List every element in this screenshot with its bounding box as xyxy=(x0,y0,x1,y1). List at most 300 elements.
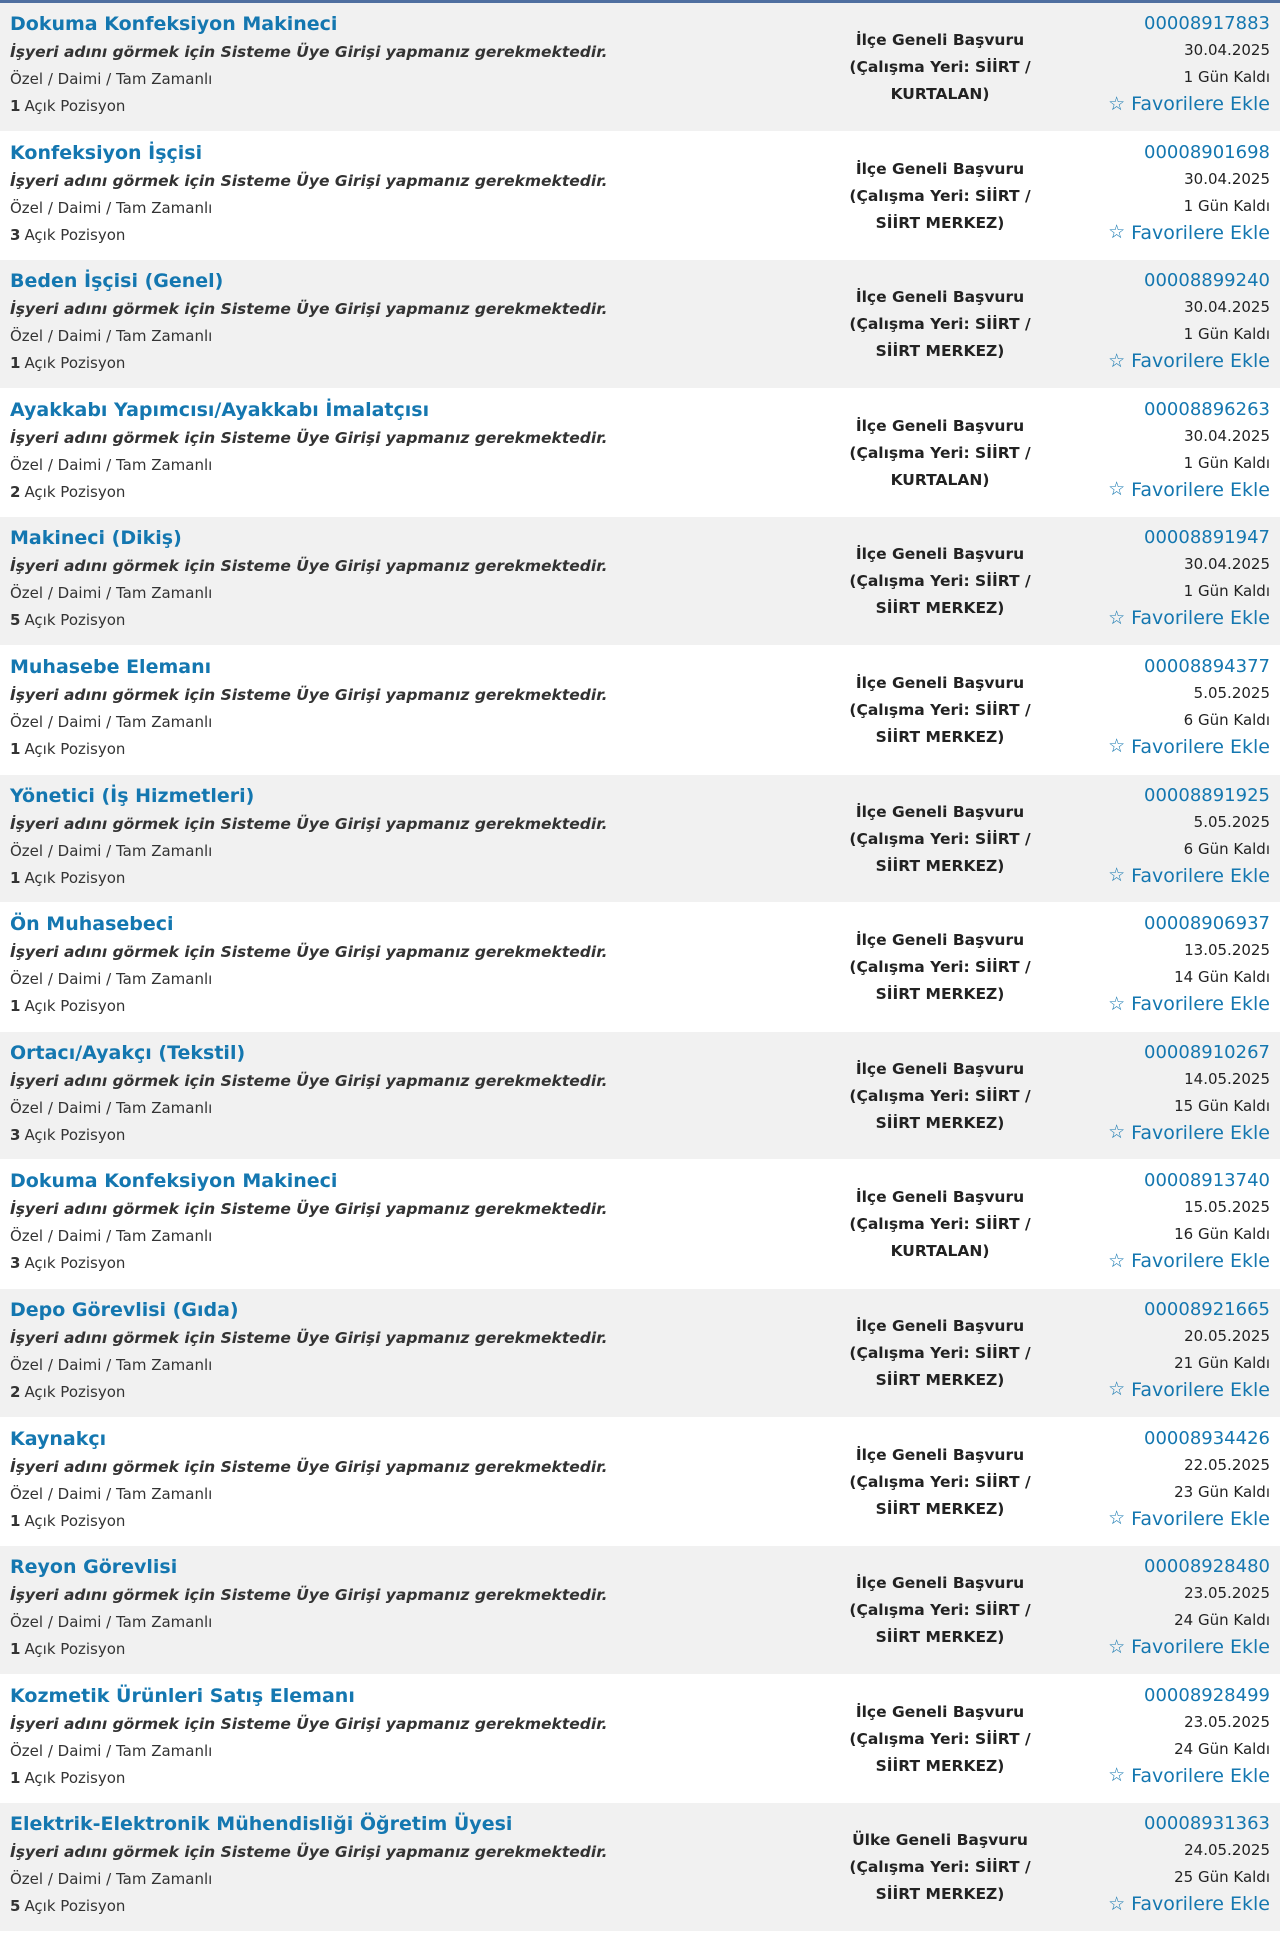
favorite-label: Favorilere Ekle xyxy=(1131,1250,1270,1273)
work-location-line2: SİİRT MERKEZ) xyxy=(875,599,1005,618)
open-positions xyxy=(10,607,830,634)
deadline-date: 24.05.2025 xyxy=(1184,1841,1270,1860)
deadline-date: 23.05.2025 xyxy=(1184,1712,1270,1731)
positions-label: Açık Pozisyon xyxy=(24,354,126,373)
work-location-line2: SİİRT MERKEZ) xyxy=(875,1113,1005,1132)
positions-label: Açık Pozisyon xyxy=(24,997,126,1016)
open-positions xyxy=(10,350,830,377)
open-positions xyxy=(10,1508,830,1535)
open-positions xyxy=(10,993,830,1020)
scope-label: İlçe Geneli Başvuru xyxy=(855,159,1025,178)
work-location-line2: SİİRT MERKEZ) xyxy=(875,1370,1005,1389)
job-meta xyxy=(1050,268,1270,374)
positions-count: 1 xyxy=(10,354,21,373)
positions-label: Açık Pozisyon xyxy=(24,611,126,630)
favorite-wrapper xyxy=(1050,220,1270,246)
employer-login-note: İşyeri adını görmek için Sisteme Üye Girişi yapmanız gerekmektedir. xyxy=(10,1200,608,1219)
work-location-line2: SİİRT MERKEZ) xyxy=(875,213,1005,232)
deadline-date: 30.04.2025 xyxy=(1184,41,1270,59)
deadline-date: 30.04.2025 xyxy=(1184,555,1270,574)
positions-label: Açık Pozisyon xyxy=(24,482,126,501)
open-positions xyxy=(10,1636,830,1663)
job-type: Özel / Daimi / Tam Zamanlı xyxy=(10,841,213,860)
deadline-date: 5.05.2025 xyxy=(1193,683,1270,702)
days-left: 21 Gün Kaldı xyxy=(1174,1353,1270,1372)
add-to-favorites-button[interactable] xyxy=(1108,1248,1270,1274)
job-number-link[interactable]: 00008913740 xyxy=(1144,1170,1270,1192)
job-number-link[interactable]: 00008891925 xyxy=(1144,784,1270,806)
employer-login-note: İşyeri adını görmek için Sisteme Üye Girişi yapmanız gerekmektedir. xyxy=(10,1457,608,1476)
job-type: Özel / Daimi / Tam Zamanlı xyxy=(10,198,213,217)
days-left: 1 Gün Kaldı xyxy=(1183,196,1270,215)
job-number-link[interactable]: 00008891947 xyxy=(1144,527,1270,549)
employer-login-note: İşyeri adını görmek için Sisteme Üye Girişi yapmanız gerekmektedir. xyxy=(10,1714,608,1733)
scope-label: İlçe Geneli Başvuru xyxy=(855,31,1025,49)
favorite-label: Favorilere Ekle xyxy=(1131,1893,1270,1916)
job-type: Özel / Daimi / Tam Zamanlı xyxy=(10,1613,213,1632)
application-scope xyxy=(820,1699,1060,1780)
work-location-line2: SİİRT MERKEZ) xyxy=(875,727,1005,746)
scope-label: İlçe Geneli Başvuru xyxy=(855,1316,1025,1335)
job-meta xyxy=(1050,397,1270,503)
job-meta xyxy=(1050,911,1270,1017)
job-main-info xyxy=(10,1683,830,1792)
job-row xyxy=(0,132,1280,261)
work-location-line1: (Çalışma Yeri: SİİRT / xyxy=(849,572,1031,591)
job-main-info xyxy=(10,1168,830,1277)
job-title-link[interactable]: Kaynakçı xyxy=(10,1427,107,1450)
add-to-favorites-button[interactable] xyxy=(1108,477,1270,503)
favorite-wrapper xyxy=(1050,477,1270,503)
positions-count: 3 xyxy=(10,225,21,244)
work-location-line2: SİİRT MERKEZ) xyxy=(875,1628,1005,1647)
positions-count: 1 xyxy=(10,997,21,1016)
job-main-info xyxy=(10,911,830,1020)
star-icon: ☆ xyxy=(1108,1892,1126,1915)
job-type: Özel / Daimi / Tam Zamanlı xyxy=(10,1870,213,1889)
favorite-wrapper xyxy=(1050,91,1270,117)
favorite-wrapper xyxy=(1050,1377,1270,1403)
job-title-link[interactable]: Muhasebe Elemanı xyxy=(10,655,212,678)
deadline-date: 30.04.2025 xyxy=(1184,169,1270,188)
work-location-line1: (Çalışma Yeri: SİİRT / xyxy=(849,1472,1031,1491)
application-scope xyxy=(820,413,1060,494)
favorite-wrapper xyxy=(1050,605,1270,631)
application-scope xyxy=(820,1184,1060,1265)
star-icon: ☆ xyxy=(1108,1378,1126,1401)
work-location-line1: (Çalışma Yeri: SİİRT / xyxy=(849,1343,1031,1362)
job-row xyxy=(0,646,1280,775)
job-row xyxy=(0,1546,1280,1675)
job-meta xyxy=(1050,1040,1270,1146)
positions-label: Açık Pozisyon xyxy=(24,1125,126,1144)
job-number-link[interactable]: 00008899240 xyxy=(1144,270,1270,292)
deadline-date: 13.05.2025 xyxy=(1184,941,1270,960)
job-number-link[interactable]: 00008906937 xyxy=(1144,913,1270,935)
favorite-label: Favorilere Ekle xyxy=(1131,478,1270,501)
job-meta xyxy=(1050,1168,1270,1274)
favorite-wrapper xyxy=(1050,1634,1270,1660)
add-to-favorites-button[interactable] xyxy=(1108,1634,1270,1660)
positions-count: 1 xyxy=(10,1640,21,1659)
deadline-date: 30.04.2025 xyxy=(1184,298,1270,317)
application-scope xyxy=(820,1827,1060,1908)
job-number-link[interactable]: 00008931363 xyxy=(1144,1813,1270,1835)
work-location-line1: (Çalışma Yeri: SİİRT / xyxy=(849,186,1031,205)
days-left: 24 Gün Kaldı xyxy=(1174,1739,1270,1758)
add-to-favorites-button[interactable] xyxy=(1108,1506,1270,1532)
open-positions xyxy=(10,1250,830,1277)
open-positions xyxy=(10,479,830,506)
open-positions xyxy=(10,736,830,763)
favorite-wrapper xyxy=(1050,1248,1270,1274)
job-row xyxy=(0,3,1280,132)
work-location-line2: SİİRT MERKEZ) xyxy=(875,856,1005,875)
positions-label: Açık Pozisyon xyxy=(24,739,126,758)
job-type: Özel / Daimi / Tam Zamanlı xyxy=(10,970,213,989)
work-location-line1: (Çalışma Yeri: SİİRT / xyxy=(849,1729,1031,1748)
days-left: 1 Gün Kaldı xyxy=(1183,582,1270,601)
job-meta xyxy=(1050,783,1270,889)
scope-label: İlçe Geneli Başvuru xyxy=(855,802,1025,821)
days-left: 16 Gün Kaldı xyxy=(1174,1225,1270,1244)
positions-label: Açık Pozisyon xyxy=(24,1511,126,1530)
positions-count: 1 xyxy=(10,739,21,758)
scope-label: İlçe Geneli Başvuru xyxy=(855,931,1025,950)
job-number-link[interactable]: 00008928480 xyxy=(1144,1556,1270,1578)
work-location-line2: KURTALAN) xyxy=(890,85,990,103)
job-main-info xyxy=(10,1297,830,1406)
job-title-link[interactable]: Makineci (Dikiş) xyxy=(10,527,182,550)
employer-login-note: İşyeri adını görmek için Sisteme Üye Girişi yapmanız gerekmektedir. xyxy=(10,428,608,447)
favorite-wrapper xyxy=(1050,1763,1270,1789)
employer-login-note: İşyeri adını görmek için Sisteme Üye Girişi yapmanız gerekmektedir. xyxy=(10,557,608,576)
application-scope xyxy=(820,1056,1060,1137)
application-scope xyxy=(820,156,1060,237)
job-title-link[interactable]: Ön Muhasebeci xyxy=(10,913,174,936)
job-number-link[interactable]: 00008921665 xyxy=(1144,1298,1270,1320)
job-meta xyxy=(1050,1297,1270,1403)
job-row xyxy=(0,1160,1280,1289)
application-scope xyxy=(820,27,1060,108)
work-location-line2: SİİRT MERKEZ) xyxy=(875,985,1005,1004)
favorite-label: Favorilere Ekle xyxy=(1131,1507,1270,1530)
job-main-info xyxy=(10,1811,830,1920)
job-number-link[interactable]: 00008917883 xyxy=(1144,13,1270,34)
favorite-wrapper xyxy=(1050,348,1270,374)
job-row xyxy=(0,1032,1280,1161)
scope-label: İlçe Geneli Başvuru xyxy=(855,673,1025,692)
job-title-link[interactable]: Dokuma Konfeksiyon Makineci xyxy=(10,13,338,35)
employer-login-note: İşyeri adını görmek için Sisteme Üye Girişi yapmanız gerekmektedir. xyxy=(10,300,608,319)
positions-count: 5 xyxy=(10,1897,21,1916)
positions-count: 1 xyxy=(10,1511,21,1530)
application-scope xyxy=(820,1442,1060,1523)
job-row xyxy=(0,260,1280,389)
job-row xyxy=(0,1675,1280,1804)
favorite-label: Favorilere Ekle xyxy=(1131,607,1270,630)
work-location-line1: (Çalışma Yeri: SİİRT / xyxy=(849,443,1031,462)
days-left: 25 Gün Kaldı xyxy=(1174,1868,1270,1887)
job-title-link[interactable]: Ayakkabı Yapımcısı/Ayakkabı İmalatçısı xyxy=(10,398,430,421)
days-left: 1 Gün Kaldı xyxy=(1183,68,1270,86)
deadline-date: 14.05.2025 xyxy=(1184,1069,1270,1088)
job-type: Özel / Daimi / Tam Zamanlı xyxy=(10,1227,213,1246)
scope-label: Ülke Geneli Başvuru xyxy=(852,1831,1028,1850)
positions-count: 1 xyxy=(10,868,21,887)
work-location-line2: SİİRT MERKEZ) xyxy=(875,342,1005,361)
days-left: 14 Gün Kaldı xyxy=(1174,968,1270,987)
job-meta xyxy=(1050,1554,1270,1660)
favorite-label: Favorilere Ekle xyxy=(1131,864,1270,887)
days-left: 23 Gün Kaldı xyxy=(1174,1482,1270,1501)
positions-count: 2 xyxy=(10,482,21,501)
add-to-favorites-button[interactable] xyxy=(1108,91,1270,117)
job-type: Özel / Daimi / Tam Zamanlı xyxy=(10,1098,213,1117)
positions-label: Açık Pozisyon xyxy=(24,868,126,887)
work-location-line1: (Çalışma Yeri: SİİRT / xyxy=(849,700,1031,719)
job-main-info xyxy=(10,1554,830,1663)
positions-label: Açık Pozisyon xyxy=(24,225,126,244)
job-row xyxy=(0,1289,1280,1418)
work-location-line1: (Çalışma Yeri: SİİRT / xyxy=(849,1215,1031,1234)
job-type: Özel / Daimi / Tam Zamanlı xyxy=(10,327,213,346)
scope-label: İlçe Geneli Başvuru xyxy=(855,1702,1025,1721)
favorite-wrapper xyxy=(1050,863,1270,889)
scope-label: İlçe Geneli Başvuru xyxy=(855,416,1025,435)
star-icon: ☆ xyxy=(1108,349,1126,372)
employer-login-note: İşyeri adını görmek için Sisteme Üye Girişi yapmanız gerekmektedir. xyxy=(10,43,608,61)
work-location-line1: (Çalışma Yeri: SİİRT / xyxy=(849,58,1031,76)
employer-login-note: İşyeri adını görmek için Sisteme Üye Girişi yapmanız gerekmektedir. xyxy=(10,1328,608,1347)
employer-login-note: İşyeri adını görmek için Sisteme Üye Girişi yapmanız gerekmektedir. xyxy=(10,685,608,704)
favorite-label: Favorilere Ekle xyxy=(1131,221,1270,244)
job-type: Özel / Daimi / Tam Zamanlı xyxy=(10,1355,213,1374)
deadline-date: 30.04.2025 xyxy=(1184,426,1270,445)
job-title-link[interactable]: Reyon Görevlisi xyxy=(10,1556,178,1579)
job-main-info xyxy=(10,783,830,892)
deadline-date: 23.05.2025 xyxy=(1184,1584,1270,1603)
positions-count: 3 xyxy=(10,1125,21,1144)
work-location-line1: (Çalışma Yeri: SİİRT / xyxy=(849,1601,1031,1620)
job-number-link[interactable]: 00008894377 xyxy=(1144,655,1270,677)
days-left: 1 Gün Kaldı xyxy=(1183,325,1270,344)
job-row xyxy=(0,389,1280,518)
positions-label: Açık Pozisyon xyxy=(24,1897,126,1916)
favorite-label: Favorilere Ekle xyxy=(1131,1121,1270,1144)
job-row xyxy=(0,1418,1280,1547)
add-to-favorites-button[interactable] xyxy=(1108,734,1270,760)
work-location-line1: (Çalışma Yeri: SİİRT / xyxy=(849,315,1031,334)
employer-login-note: İşyeri adını görmek için Sisteme Üye Girişi yapmanız gerekmektedir. xyxy=(10,943,608,962)
job-main-info xyxy=(10,140,830,249)
open-positions xyxy=(10,222,830,249)
deadline-date: 22.05.2025 xyxy=(1184,1455,1270,1474)
employer-login-note: İşyeri adını görmek için Sisteme Üye Girişi yapmanız gerekmektedir. xyxy=(10,1071,608,1090)
favorite-wrapper xyxy=(1050,734,1270,760)
star-icon: ☆ xyxy=(1108,1507,1126,1530)
job-meta xyxy=(1050,654,1270,760)
days-left: 6 Gün Kaldı xyxy=(1183,839,1270,858)
positions-count: 2 xyxy=(10,1382,21,1401)
job-title-link[interactable]: Kozmetik Ürünleri Satış Elemanı xyxy=(10,1684,355,1707)
job-main-info xyxy=(10,654,830,763)
scope-label: İlçe Geneli Başvuru xyxy=(855,1188,1025,1207)
add-to-favorites-button[interactable] xyxy=(1108,348,1270,374)
favorite-label: Favorilere Ekle xyxy=(1131,93,1270,115)
job-meta xyxy=(1050,1811,1270,1917)
add-to-favorites-button[interactable] xyxy=(1108,991,1270,1017)
employer-login-note: İşyeri adını görmek için Sisteme Üye Girişi yapmanız gerekmektedir. xyxy=(10,1843,608,1862)
application-scope xyxy=(820,799,1060,880)
add-to-favorites-button[interactable] xyxy=(1108,220,1270,246)
deadline-date: 5.05.2025 xyxy=(1193,812,1270,831)
job-meta xyxy=(1050,140,1270,246)
job-row xyxy=(0,1803,1280,1932)
job-row xyxy=(0,517,1280,646)
favorite-label: Favorilere Ekle xyxy=(1131,1764,1270,1787)
job-meta xyxy=(1050,11,1270,117)
job-type: Özel / Daimi / Tam Zamanlı xyxy=(10,1484,213,1503)
scope-label: İlçe Geneli Başvuru xyxy=(855,288,1025,307)
star-icon: ☆ xyxy=(1108,864,1126,887)
days-left: 1 Gün Kaldı xyxy=(1183,453,1270,472)
job-title-link[interactable]: Yönetici (İş Hizmetleri) xyxy=(10,784,255,807)
add-to-favorites-button[interactable] xyxy=(1108,1377,1270,1403)
job-main-info xyxy=(10,1040,830,1149)
add-to-favorites-button[interactable] xyxy=(1108,1891,1270,1917)
days-left: 24 Gün Kaldı xyxy=(1174,1611,1270,1630)
job-title-link[interactable]: Ortacı/Ayakçı (Tekstil) xyxy=(10,1041,246,1064)
star-icon: ☆ xyxy=(1108,478,1126,501)
job-title-link[interactable]: Depo Görevlisi (Gıda) xyxy=(10,1298,239,1321)
add-to-favorites-button[interactable] xyxy=(1108,1763,1270,1789)
favorite-wrapper xyxy=(1050,1506,1270,1532)
add-to-favorites-button[interactable] xyxy=(1108,605,1270,631)
days-left: 15 Gün Kaldı xyxy=(1174,1096,1270,1115)
job-title-link[interactable]: Konfeksiyon İşçisi xyxy=(10,141,203,164)
star-icon: ☆ xyxy=(1108,92,1126,115)
job-meta xyxy=(1050,525,1270,631)
positions-count: 1 xyxy=(10,97,21,115)
job-main-info xyxy=(10,268,830,377)
job-type: Özel / Daimi / Tam Zamanlı xyxy=(10,455,213,474)
job-row xyxy=(0,903,1280,1032)
star-icon: ☆ xyxy=(1108,1635,1126,1658)
application-scope xyxy=(820,284,1060,365)
positions-count: 1 xyxy=(10,1768,21,1787)
work-location-line1: (Çalışma Yeri: SİİRT / xyxy=(849,829,1031,848)
positions-label: Açık Pozisyon xyxy=(24,1382,126,1401)
scope-label: İlçe Geneli Başvuru xyxy=(855,1445,1025,1464)
favorite-label: Favorilere Ekle xyxy=(1131,735,1270,758)
positions-count: 5 xyxy=(10,611,21,630)
add-to-favorites-button[interactable] xyxy=(1108,863,1270,889)
positions-label: Açık Pozisyon xyxy=(24,1254,126,1273)
work-location-line1: (Çalışma Yeri: SİİRT / xyxy=(849,1086,1031,1105)
job-type: Özel / Daimi / Tam Zamanlı xyxy=(10,584,213,603)
favorite-wrapper xyxy=(1050,1120,1270,1146)
star-icon: ☆ xyxy=(1108,992,1126,1015)
job-title-link[interactable]: Beden İşçisi (Genel) xyxy=(10,270,224,293)
job-main-info xyxy=(10,11,830,120)
employer-login-note: İşyeri adını görmek için Sisteme Üye Girişi yapmanız gerekmektedir. xyxy=(10,1586,608,1605)
positions-label: Açık Pozisyon xyxy=(24,1640,126,1659)
work-location-line2: SİİRT MERKEZ) xyxy=(875,1756,1005,1775)
deadline-date: 15.05.2025 xyxy=(1184,1198,1270,1217)
days-left: 6 Gün Kaldı xyxy=(1183,710,1270,729)
work-location-line1: (Çalışma Yeri: SİİRT / xyxy=(849,1858,1031,1877)
job-number-link[interactable]: 00008934426 xyxy=(1144,1427,1270,1449)
application-scope xyxy=(820,1570,1060,1651)
open-positions xyxy=(10,1893,830,1920)
open-positions xyxy=(10,865,830,892)
job-number-link[interactable]: 00008928499 xyxy=(1144,1684,1270,1706)
positions-count: 3 xyxy=(10,1254,21,1273)
work-location-line2: KURTALAN) xyxy=(890,1242,990,1261)
job-number-link[interactable]: 00008896263 xyxy=(1144,398,1270,420)
open-positions xyxy=(10,93,830,120)
scope-label: İlçe Geneli Başvuru xyxy=(855,545,1025,564)
star-icon: ☆ xyxy=(1108,221,1126,244)
job-type: Özel / Daimi / Tam Zamanlı xyxy=(10,712,213,731)
application-scope xyxy=(820,1313,1060,1394)
application-scope xyxy=(820,670,1060,751)
favorite-label: Favorilere Ekle xyxy=(1131,993,1270,1016)
favorite-wrapper xyxy=(1050,991,1270,1017)
open-positions xyxy=(10,1122,830,1149)
scope-label: İlçe Geneli Başvuru xyxy=(855,1059,1025,1078)
star-icon: ☆ xyxy=(1108,606,1126,629)
application-scope xyxy=(820,927,1060,1008)
work-location-line2: KURTALAN) xyxy=(890,470,990,489)
job-title-link[interactable]: Elektrik-Elektronik Mühendisliği Öğretim Üyesi xyxy=(10,1813,513,1836)
open-positions xyxy=(10,1379,830,1406)
favorite-label: Favorilere Ekle xyxy=(1131,1636,1270,1659)
deadline-date: 20.05.2025 xyxy=(1184,1326,1270,1345)
job-row xyxy=(0,775,1280,904)
favorite-wrapper xyxy=(1050,1891,1270,1917)
work-location-line2: SİİRT MERKEZ) xyxy=(875,1499,1005,1518)
positions-label: Açık Pozisyon xyxy=(24,1768,126,1787)
job-main-info xyxy=(10,525,830,634)
add-to-favorites-button[interactable] xyxy=(1108,1120,1270,1146)
favorite-label: Favorilere Ekle xyxy=(1131,1378,1270,1401)
job-meta xyxy=(1050,1426,1270,1532)
favorite-label: Favorilere Ekle xyxy=(1131,350,1270,373)
job-type: Özel / Daimi / Tam Zamanlı xyxy=(10,1741,213,1760)
employer-login-note: İşyeri adını görmek için Sisteme Üye Girişi yapmanız gerekmektedir. xyxy=(10,171,608,190)
work-location-line2: SİİRT MERKEZ) xyxy=(875,1885,1005,1904)
star-icon: ☆ xyxy=(1108,1121,1126,1144)
job-number-link[interactable]: 00008910267 xyxy=(1144,1041,1270,1063)
job-title-link[interactable]: Dokuma Konfeksiyon Makineci xyxy=(10,1170,338,1193)
scope-label: İlçe Geneli Başvuru xyxy=(855,1574,1025,1593)
application-scope xyxy=(820,541,1060,622)
job-number-link[interactable]: 00008901698 xyxy=(1144,141,1270,163)
job-meta xyxy=(1050,1683,1270,1789)
job-type: Özel / Daimi / Tam Zamanlı xyxy=(10,70,213,88)
star-icon: ☆ xyxy=(1108,1249,1126,1272)
employer-login-note: İşyeri adını görmek için Sisteme Üye Girişi yapmanız gerekmektedir. xyxy=(10,814,608,833)
open-positions xyxy=(10,1765,830,1792)
work-location-line1: (Çalışma Yeri: SİİRT / xyxy=(849,958,1031,977)
job-main-info xyxy=(10,397,830,506)
star-icon: ☆ xyxy=(1108,735,1126,758)
star-icon: ☆ xyxy=(1108,1764,1126,1787)
positions-label: Açık Pozisyon xyxy=(24,97,126,115)
job-main-info xyxy=(10,1426,830,1535)
